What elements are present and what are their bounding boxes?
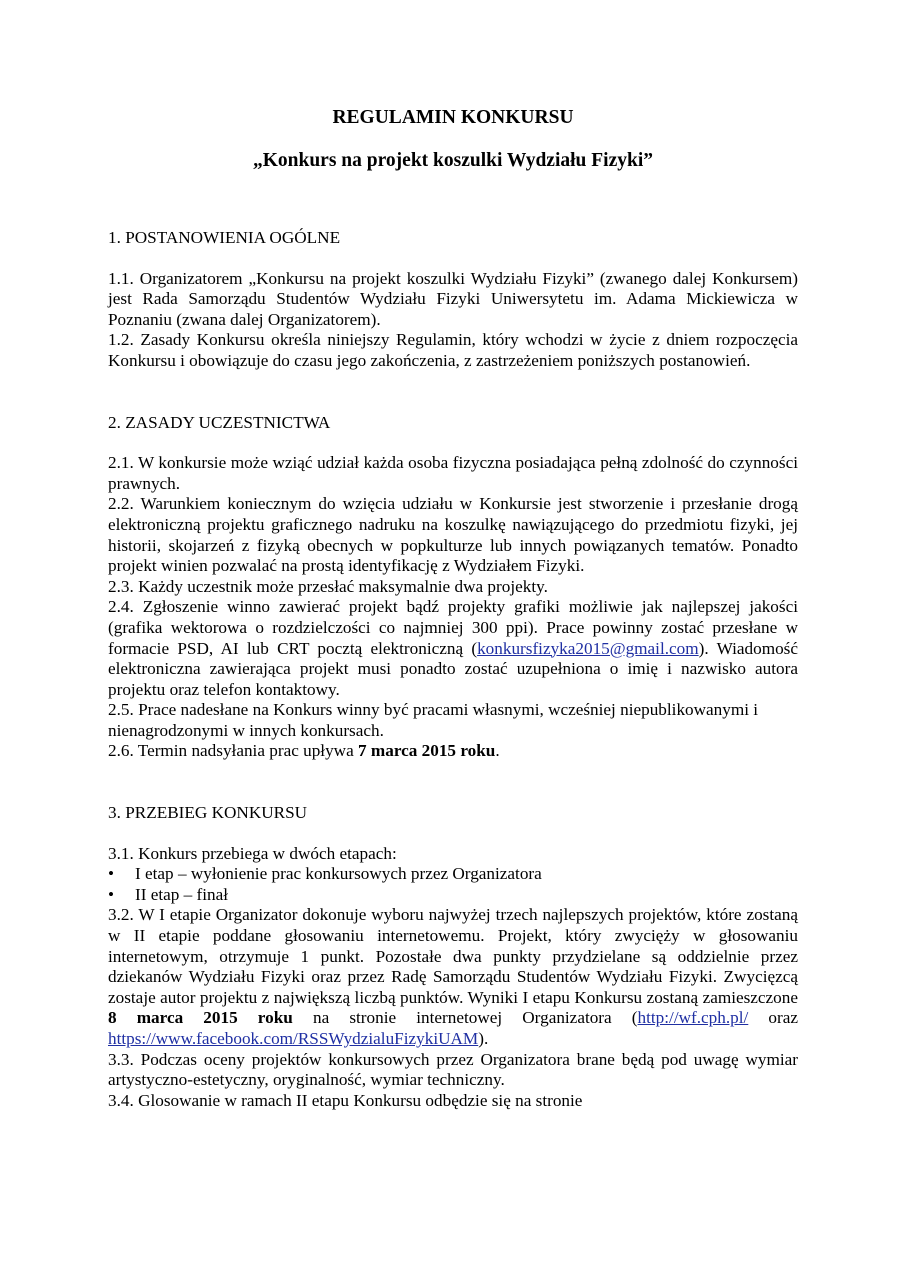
paragraph-3-2-text-and: oraz [748, 1008, 799, 1028]
paragraph-1-1: 1.1. Organizatorem „Konkursu na projekt koszulki Wydziału Fizyki” (zwanego dalej Konkursem) jest Rada Samorządu Studentów Wydziału Fizyki Uniwersytetu im. Adama Mickiewicza w Poznaniu (zwana dalej Organizatorem). [108, 268, 798, 329]
paragraph-2-4-text-end: ). Wiadomość elektroniczna zawierająca projekt musi ponadto zostać uzupełniona o imię i nazwisko autora projektu oraz telefon kontaktowy. [108, 638, 798, 699]
document-page [108, 106, 798, 1111]
document-title: REGULAMIN KONKURSU [332, 107, 574, 128]
paragraph-3-3: 3.3. Podczas oceny projektów konkursowych przez Organizatora brane będą pod uwagę wymiar artystyczno-estetyczny, oryginalność, wymiar techniczny. [108, 1049, 798, 1090]
organizer-website-link[interactable]: http://wf.cph.pl/ [637, 1008, 749, 1028]
results-date: 8 marca 2015 roku [108, 1008, 293, 1028]
bullet-icon: • [108, 864, 115, 884]
paragraph-2-3: 2.3. Każdy uczestnik może przesłać maksymalnie dwa projekty. [108, 576, 548, 596]
paragraph-2-6 [108, 741, 798, 762]
bullet-icon: • [108, 884, 115, 904]
paragraph-2-1: 2.1. W konkursie może wziąć udział każda osoba fizyczna posiadająca pełną zdolność do czynności prawnych. [108, 453, 798, 493]
submission-deadline: 7 marca 2015 roku [358, 741, 496, 761]
section-heading-contest-course: 3. PRZEBIEG KONKURSU [108, 803, 308, 823]
paragraph-2-6-text-start: 2.6. Termin nadsyłania prac upływa [108, 741, 359, 761]
list-item-stage-1 [108, 864, 798, 885]
section-heading-general-provisions: 1. POSTANOWIENIA OGÓLNE [108, 228, 341, 247]
document-subtitle: „Konkurs na projekt koszulki Wydziału Fizyki” [252, 150, 654, 171]
list-item-text: I etap – wyłonienie prac konkursowych przez Organizatora [135, 864, 542, 884]
paragraph-3-2-text-end: ). [478, 1029, 489, 1048]
paragraph-3-1: 3.1. Konkurs przebiega w dwóch etapach: [108, 843, 397, 863]
organizer-facebook-link[interactable]: https://www.facebook.com/RSSWydzialuFizykiUAM [108, 1029, 479, 1048]
paragraph-3-2-text-mid: na stronie internetowej Organizatora ( [292, 1008, 638, 1028]
paragraph-2-5: 2.5. Prace nadesłane na Konkurs winny być pracami własnymi, wcześniej niepublikowanymi i nienagrodzonymi w innych konkursach. [108, 700, 759, 740]
paragraph-2-4-text-start: 2.4. Zgłoszenie winno zawierać projekt bądź projekty grafiki możliwie jak najlepszej jakości (grafika wektorowa o rozdzielczości co najmniej 300 ppi). Prace powinny zostać przesłane w formacie PSD, AI lub CRT pocztą elektroniczną ( [108, 597, 798, 658]
paragraph-1-2: 1.2. Zasady Konkursu określa niniejszy Regulamin, który wchodzi w życie z dniem rozpoczęcia Konkursu i obowiązuje do czasu jego zakończenia, z zastrzeżeniem poniższych postanowień. [108, 330, 798, 370]
paragraph-2-6-text-end: . [495, 741, 500, 761]
section-heading-participation-rules: 2. ZASADY UCZESTNICTWA [108, 412, 331, 432]
paragraph-2-2: 2.2. Warunkiem koniecznym do wzięcia udziału w Konkursie jest stworzenie i przesłanie drogą elektroniczną projektu graficznego nadruku na koszulkę nawiązującego do przedmiotu fizyki, jej historii, skojarzeń z fizyką obecnych w popkulturze lub innych powiązanych tematów. Ponadto projekt winien pozwalać na prostą identyfikację z Wydziałem Fizyki. [108, 494, 798, 576]
list-item-text: II etap – finał [135, 884, 229, 904]
paragraph-3-4: 3.4. Glosowanie w ramach II etapu Konkursu odbędzie się na stronie [108, 1090, 583, 1110]
list-item-stage-2 [108, 885, 798, 906]
paragraph-3-2 [108, 905, 798, 1049]
contest-email-link[interactable]: konkursfizyka2015@gmail.com [477, 638, 699, 658]
paragraph-3-2-text-start: 3.2. W I etapie Organizator dokonuje wyboru najwyżej trzech najlepszych projektów, które zostaną w II etapie poddane głosowaniu internetowemu. Projekt, który zwycięży w głosowaniu internetowym, otrzymuje 1 punkt. Pozostałe dwa punkty przydzielane są oddzielnie przez dziekanów Wydziału Fizyki oraz przez Radę Samorządu Studentów Wydziału Fizyki. Zwycięzcą zostaje autor projektu z największą liczbą punktów. Wyniki I etapu Konkursu zostaną zamieszczone [108, 905, 798, 1007]
paragraph-2-4 [108, 597, 798, 700]
